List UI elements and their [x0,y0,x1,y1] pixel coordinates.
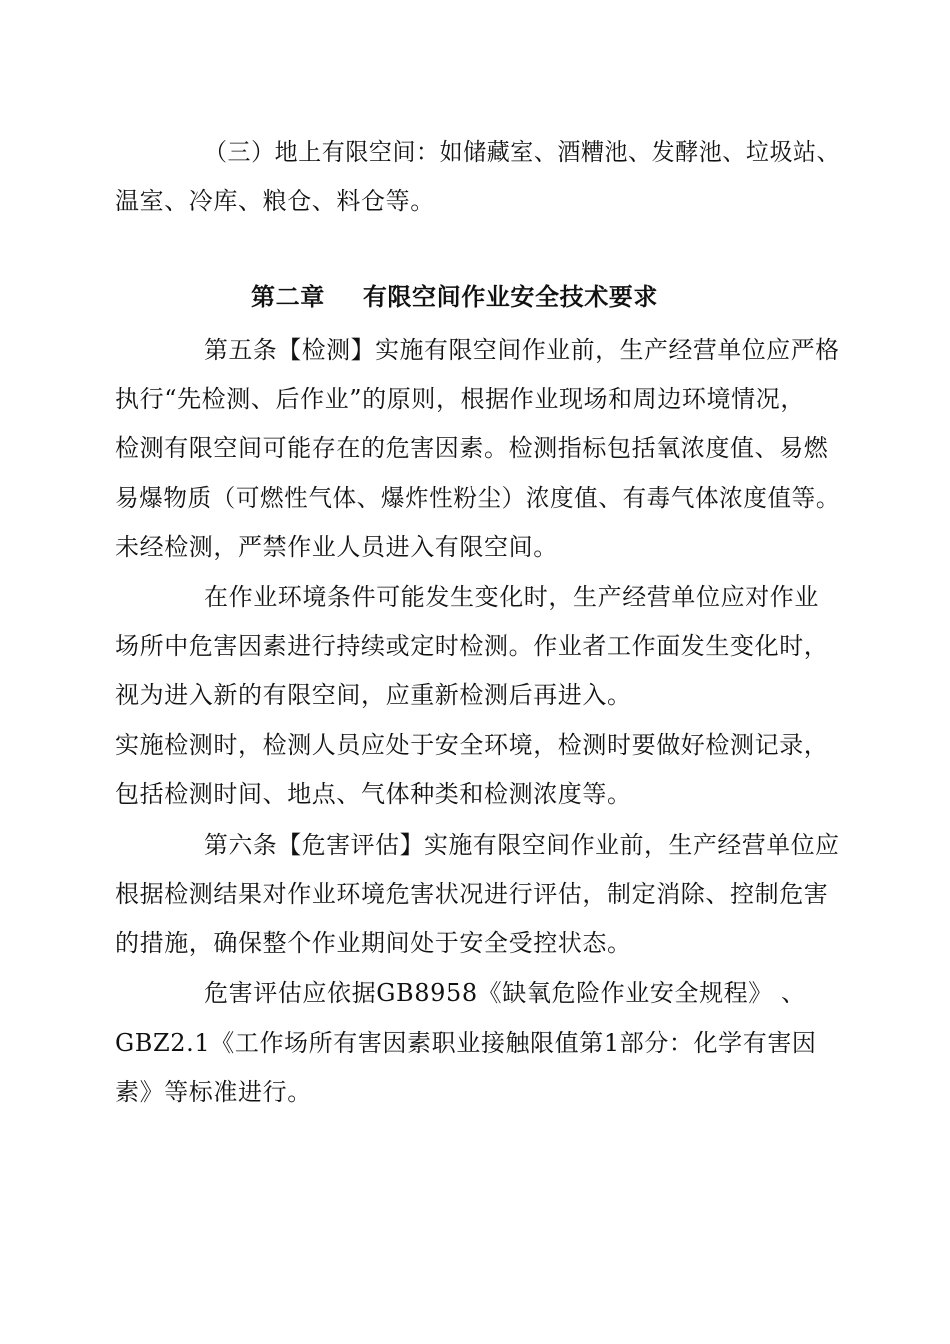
article5-p2-line-1: 在作业环境条件可能发生变化时，生产经营单位应对作业 [204,583,819,611]
article5-p3-line-1: 实施检测时，检测人员应处于安全环境，检测时要做好检测记录， [115,731,829,759]
article5-p3-line-2: 包括检测时间、地点、气体种类和检测浓度等。 [115,780,632,808]
article6-p2-line-2: GBZ2.1《工作场所有害因素职业接触限值第1部分：化学有害因 [115,1029,817,1057]
article6-p2-line-3: 素》等标准进行。 [115,1078,312,1106]
article5-p2-line-3: 视为进入新的有限空间，应重新检测后再进入。 [115,681,632,709]
section3-line-2: 温室、冷库、粮仓、料仓等。 [115,187,435,215]
article6-p1-line-2: 根据检测结果对作业环境危害状况进行评估，制定消除、控制危害 [115,880,829,908]
section3-line-1: （三）地上有限空间：如储藏室、酒糟池、发酵池、垃圾站、 [204,138,841,166]
article5-p1-line-1: 第五条【检测】实施有限空间作业前，生产经营单位应严格 [204,336,840,364]
chapter-title: 有限空间作业安全技术要求 [362,283,659,311]
chapter-heading [251,282,658,312]
chapter-number: 第二章 [251,283,325,311]
article6-p1-line-3: 的措施，确保整个作业期间处于安全受控状态。 [115,929,632,957]
article5-p1-line-3: 检测有限空间可能存在的危害因素。检测指标包括氧浓度值、易燃 [115,434,829,462]
article5-p1-line-5: 未经检测，严禁作业人员进入有限空间。 [115,533,558,561]
article5-p1-line-4: 易爆物质（可燃性气体、爆炸性粉尘）浓度值、有毒气体浓度值等。 [115,484,841,512]
article6-p1-line-1: 第六条【危害评估】实施有限空间作业前，生产经营单位应 [204,831,840,859]
article5-p2-line-2: 场所中危害因素进行持续或定时检测。作业者工作面发生变化时， [115,632,829,660]
article6-p2-line-1: 危害评估应依据GB8958《缺氧危险作业安全规程》 、 [204,979,806,1007]
article5-p1-line-2: 执行“先检测、后作业”的原则，根据作业现场和周边环境情况， [115,385,805,413]
